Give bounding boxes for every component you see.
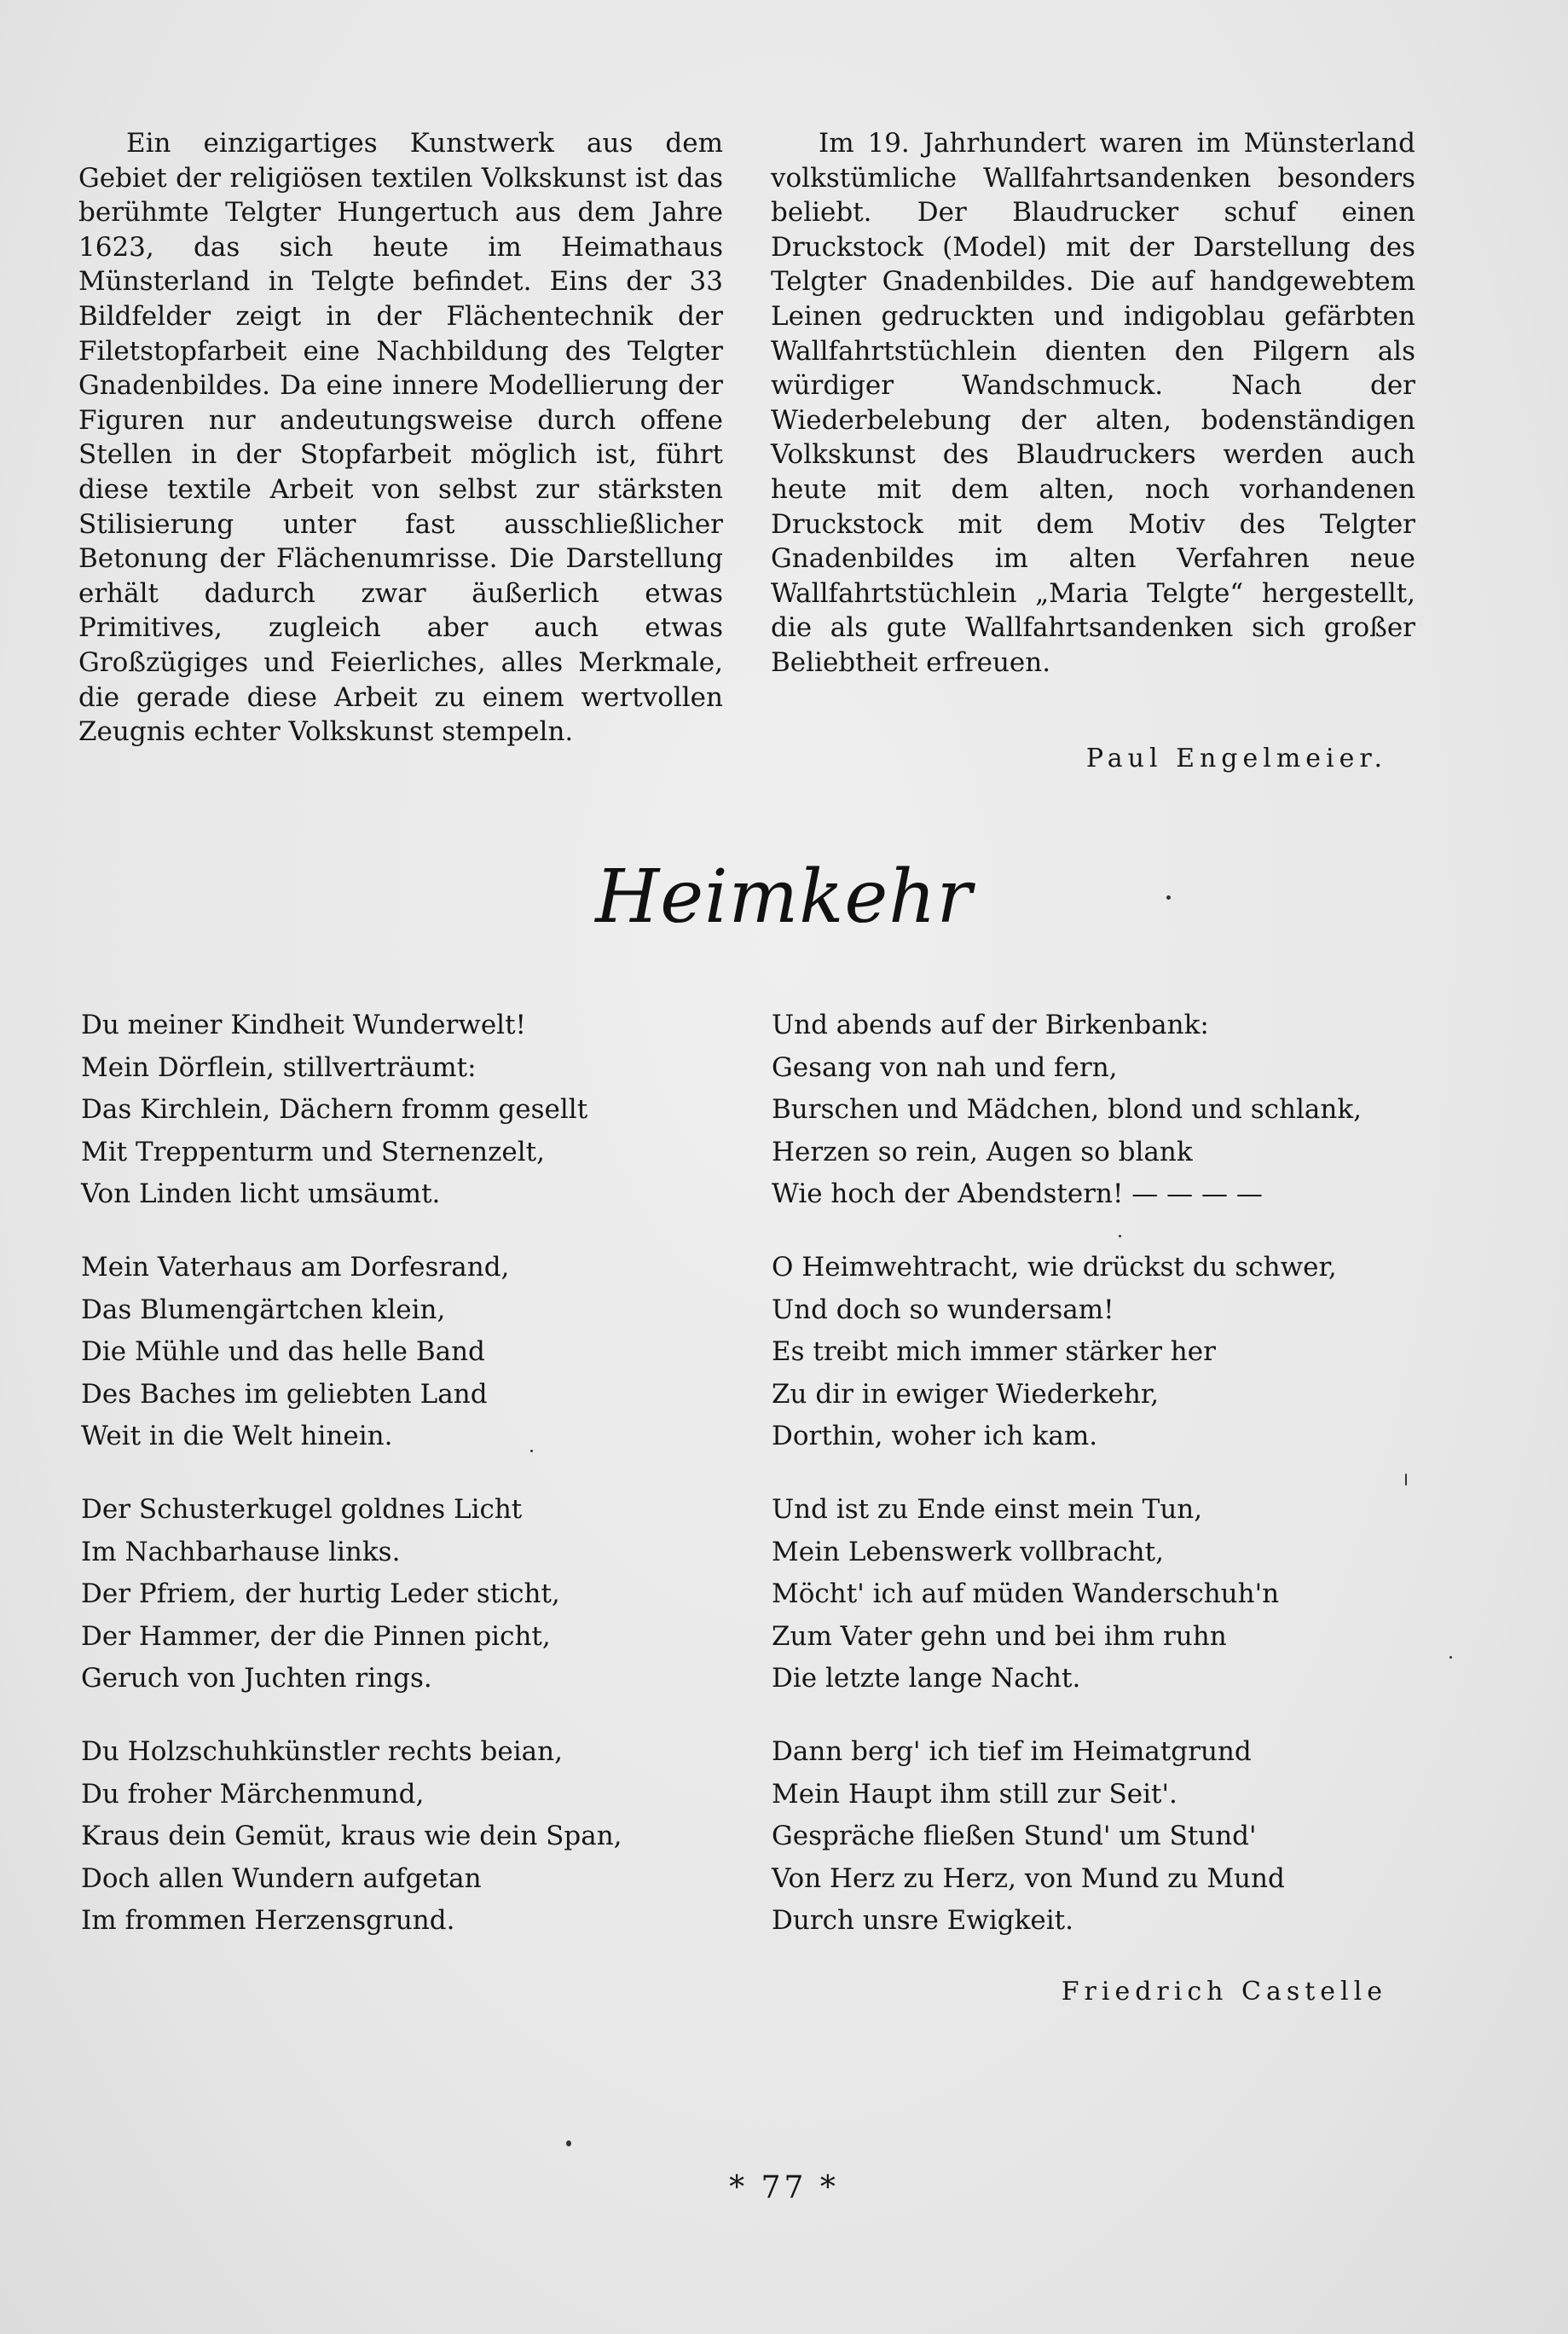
scan-speck — [1166, 895, 1171, 900]
poem-line: Doch allen Wundern aufgetan — [81, 1862, 482, 1894]
poem-line: Die letzte lange Nacht. — [772, 1663, 1081, 1694]
poem-line: Und doch so wundersam! — [772, 1294, 1114, 1325]
poem-line: Mein Vaterhaus am Dorfesrand, — [81, 1251, 510, 1283]
poem-line: Das Blumengärtchen klein, — [81, 1294, 446, 1325]
poem-line: Das Kirchlein, Dächern fromm gesellt — [81, 1094, 588, 1126]
poem-line: Wie hoch der Abendstern! — — — — — [772, 1179, 1263, 1210]
poem-line: O Heimwehtracht, wie drückst du schwer, — [772, 1251, 1337, 1283]
poem-line: Gespräche fließen Stund' um Stund' — [772, 1821, 1257, 1852]
poem-stanza — [81, 1489, 746, 1700]
poem-stanza — [81, 1005, 746, 1216]
poem-line: Burschen und Mädchen, blond und schlank, — [772, 1094, 1362, 1126]
poem-line: Es treibt mich immer stärker her — [772, 1336, 1216, 1368]
article-author: Paul Engelmeier. — [1085, 744, 1387, 773]
article-paragraph-left: Ein einzigartiges Kunstwerk aus dem Gebiet der religiösen textilen Volkskunst ist das berühmte Telgter Hungertuch aus dem Jahre 1623, das sich heute im Heimathaus Münsterland in Telgte befindet. Eins der 33 Bildfelder zeigt in der Flächentechnik der Filetstopfarbeit eine Nachbildung des Telgter Gnadenbildes. Da eine innere Modellierung der Figuren nur andeutungsweise durch offene Stellen in der Stopfarbeit möglich ist, führt diese textile Arbeit von selbst zur stärksten Stilisierung unter fast ausschließlicher Betonung der Flächenumrisse. Die Darstellung erhält dadurch zwar äußerlich etwas Primitives, zugleich aber auch etwas Großzügiges und Feierliches, alles Merkmale, die gerade diese Arbeit zu einem wertvollen Zeugnis echter Volkskunst stempeln. — [78, 128, 723, 748]
poem-line: Im frommen Herzensgrund. — [81, 1905, 455, 1937]
poem-line: Mit Treppenturm und Sternenzelt, — [81, 1136, 545, 1167]
poem-line: Geruch von Juchten rings. — [81, 1663, 432, 1694]
poem-line: Mein Haupt ihm still zur Seit'. — [772, 1778, 1177, 1810]
poem-line: Zu dir in ewiger Wiederkehr, — [772, 1378, 1160, 1410]
poem-line: Der Schusterkugel goldnes Licht — [81, 1493, 523, 1525]
poem-column-right — [772, 1005, 1437, 1973]
poem-stanza — [772, 1247, 1437, 1458]
poem-line: Des Baches im geliebten Land — [81, 1378, 488, 1410]
poem-line: Von Herz zu Herz, von Mund zu Mund — [772, 1862, 1285, 1894]
poem-line: Zum Vater gehn und bei ihm ruhn — [772, 1620, 1227, 1652]
poem-title: Heimkehr — [595, 854, 973, 940]
poem-stanza — [772, 1005, 1437, 1216]
poem-stanza — [772, 1731, 1437, 1943]
scan-speck — [566, 2140, 571, 2146]
page-number: * 77 * — [729, 2170, 839, 2205]
poem-line: Durch unsre Ewigkeit. — [772, 1905, 1073, 1937]
poem-line: Der Hammer, der die Pinnen picht, — [81, 1620, 551, 1652]
poem-author: Friedrich Castelle — [1061, 1977, 1387, 2007]
scan-speck — [1119, 1235, 1121, 1237]
poem-line: Dann berg' ich tief im Heimatgrund — [772, 1735, 1252, 1767]
poem-line: Mein Lebenswerk vollbracht, — [772, 1536, 1164, 1567]
poem-stanza — [81, 1247, 746, 1458]
scan-speck — [530, 1450, 533, 1452]
poem-column-left — [81, 1005, 746, 1973]
poem-stanza — [81, 1731, 746, 1943]
poem-line: Und abends auf der Birkenbank: — [772, 1010, 1209, 1040]
poem-line: Du meiner Kindheit Wunderwelt! — [81, 1010, 526, 1040]
poem-line: Der Pfriem, der hurtig Leder sticht, — [81, 1578, 560, 1610]
poem-line: Von Linden licht umsäumt. — [81, 1179, 441, 1210]
poem-line: Dorthin, woher ich kam. — [772, 1421, 1098, 1452]
article-column-right — [771, 126, 1415, 681]
poem-line: Kraus dein Gemüt, kraus wie dein Span, — [81, 1821, 622, 1852]
poem-line: Im Nachbarhause links. — [81, 1536, 401, 1567]
poem-line: Herzen so rein, Augen so blank — [772, 1136, 1193, 1167]
poem-line: Du Holzschuhkünstler rechts beian, — [81, 1735, 563, 1767]
poem-line: Möcht' ich auf müden Wanderschuh'n — [772, 1578, 1280, 1610]
poem-line: Die Mühle und das helle Band — [81, 1336, 485, 1368]
scan-speck — [1405, 1474, 1407, 1486]
article-column-left — [78, 126, 723, 750]
poem-line: Weit in die Welt hinein. — [81, 1421, 393, 1452]
poem-stanza — [772, 1489, 1437, 1700]
article-paragraph-right: Im 19. Jahrhundert waren im Münsterland volkstümliche Wallfahrtsandenken besonders beliebt. Der Blaudrucker schuf einen Druckstock (Model) mit der Darstellung des Telgter Gnadenbildes. Die auf handgewebtem Leinen gedruckten und indigoblau gefärbten Wallfahrtstüchlein dienten den Pilgern als würdiger Wandschmuck. Nach der Wiederbelebung der alten, bodenständigen Volkskunst des Blaudruckers werden auch heute mit dem alten, noch vorhandenen Druckstock mit dem Motiv des Telgter Gnadenbildes im alten Verfahren neue Wallfahrtstüchlein „Maria Telgte“ hergestellt, die als gute Wallfahrtsandenken sich großer Beliebtheit erfreuen. — [771, 128, 1415, 678]
poem-line: Und ist zu Ende einst mein Tun, — [772, 1493, 1203, 1525]
poem-line: Mein Dörflein, stillverträumt: — [81, 1051, 477, 1083]
poem-line: Gesang von nah und fern, — [772, 1051, 1118, 1083]
scan-speck — [1449, 1656, 1452, 1659]
poem-line: Du froher Märchenmund, — [81, 1778, 425, 1810]
